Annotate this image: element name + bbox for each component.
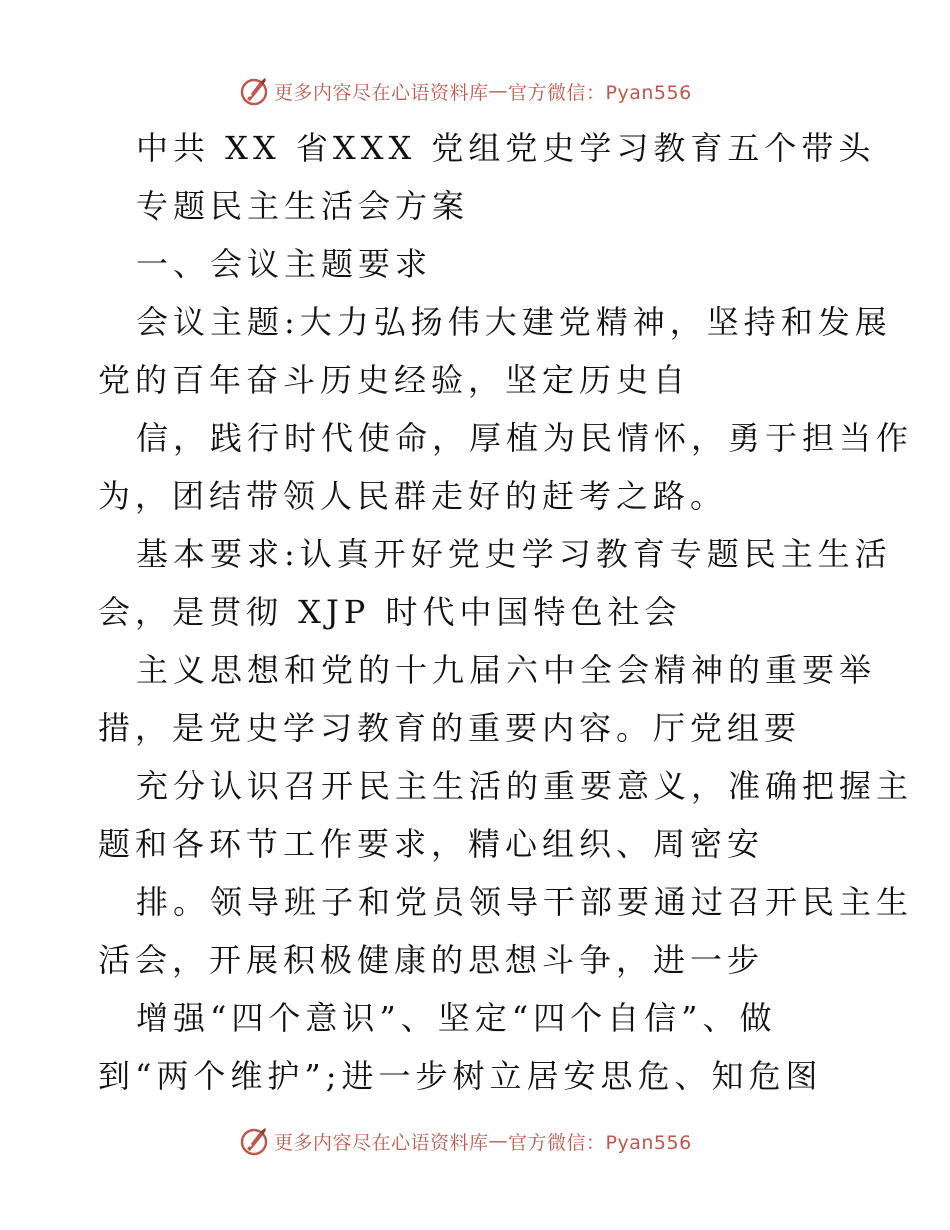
watermark-separator: — (488, 80, 509, 102)
quill-pen-logo-icon (238, 75, 270, 107)
watermark-lead-text: 更多内容尽在心语资料库 (274, 1131, 489, 1154)
text-line: 题和各环节工作要求，精心组织、周密安 (98, 825, 765, 863)
text-line: 主义思想和党的十九届六中全会精神的重要举 (136, 651, 877, 689)
text-line: 党的百年奋斗历史经验，坚定历史自 (98, 361, 691, 399)
watermark-header (238, 74, 692, 108)
quill-pen-logo-icon (238, 1125, 270, 1157)
text-line: 措，是党史学习教育的重要内容。厅党组要 (98, 709, 802, 747)
text-line: 信，践行时代使命，厚植为民情怀，勇于担当作 (136, 419, 914, 457)
watermark-footer (238, 1124, 692, 1158)
text-line: 活会，开展积极健康的思想斗争，进一步 (98, 941, 765, 979)
watermark-separator: — (488, 1130, 509, 1152)
text-line: 到“两个维护”;进一步树立居安思危、知危图 (98, 1057, 823, 1095)
watermark-lead-text: 更多内容尽在心语资料库 (274, 81, 489, 104)
section-heading: 一、会议主题要求 (136, 245, 433, 283)
document-subtitle: 专题民主生活会方案 (136, 187, 470, 225)
text-line: 会议主题:大力弘扬伟大建党精神，坚持和发展 (136, 303, 892, 341)
text-line: 增强“四个意识”、坚定“四个自信”、做 (136, 999, 777, 1037)
text-line: 为，团结带领人民群走好的赶考之路。 (98, 477, 728, 515)
watermark-contact-text: 官方微信：Pyan556 (508, 1131, 692, 1154)
text-line: 基本要求:认真开好党史学习教育专题民主生活 (136, 535, 892, 573)
text-line: 排。领导班子和党员领导干部要通过召开民主生 (136, 883, 914, 921)
text-line: 会，是贯彻 XJP 时代中国特色社会 (98, 593, 682, 631)
text-line: 充分认识召开民主生活的重要意义，准确把握主 (136, 767, 914, 805)
document-title: 中共 XX 省XXX 党组党史学习教育五个带头 (136, 129, 876, 167)
watermark-contact-text: 官方微信：Pyan556 (508, 81, 692, 104)
